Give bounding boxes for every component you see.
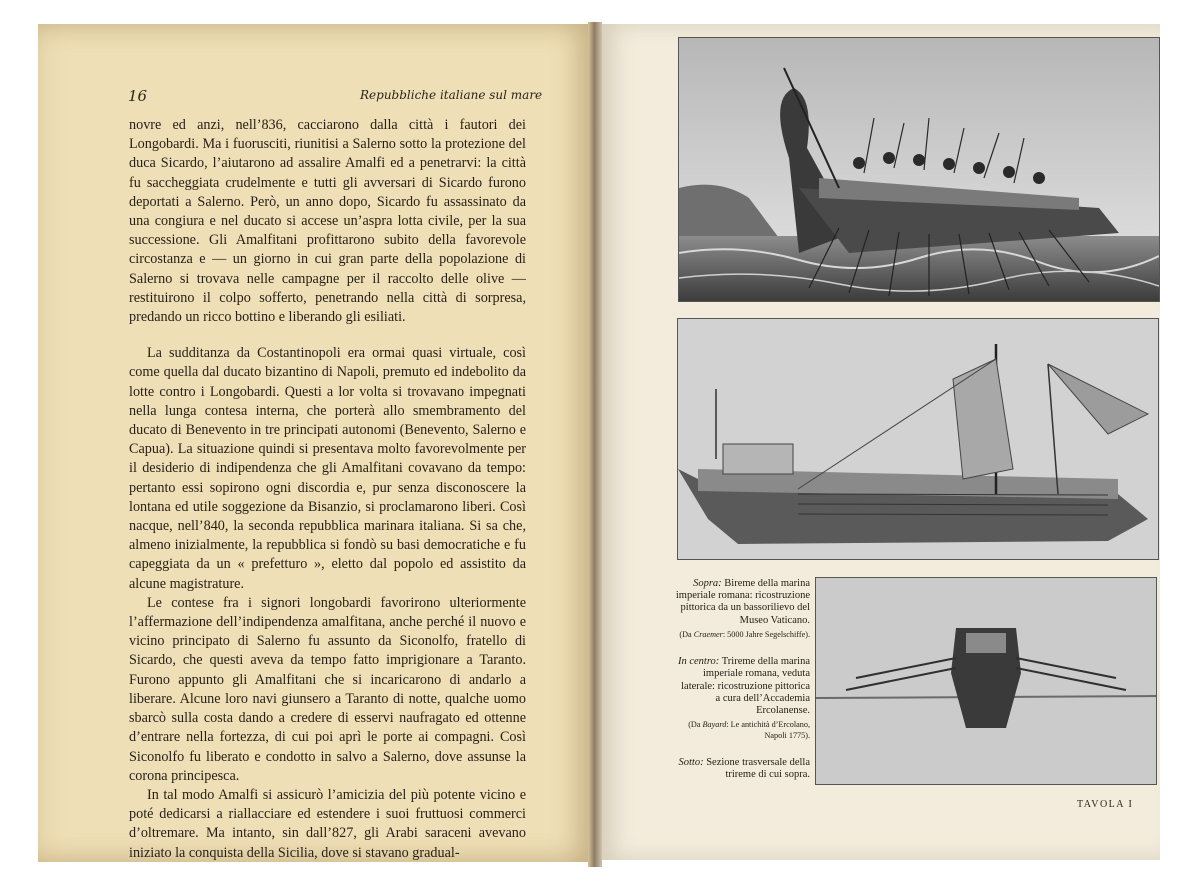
body-text (129, 116, 526, 863)
caption-source-prefix: (Da (688, 720, 701, 730)
plate-label: TAVOLA I (1077, 799, 1134, 810)
caption-source-rest: : Le antichità d’Ercolano, Napoli 1775). (726, 720, 810, 740)
caption-source-author: Bayard (702, 720, 727, 730)
caption-label: In centro: (677, 656, 720, 668)
caption-source-rest: : 5000 Jahre Segelschiffe). (722, 629, 810, 639)
caption-source-prefix: (Da (679, 629, 692, 639)
caption-text: Bireme della marina imperiale romana: ricostruzione pittorica da un bassorilievo del Museo Vaticano. (675, 578, 810, 626)
caption-middle (674, 656, 810, 741)
trireme-cross-section-illustration (815, 577, 1157, 785)
plate-captions (674, 578, 810, 797)
caption-label: Sopra: (693, 578, 722, 589)
bireme-illustration (678, 37, 1160, 302)
page-number: 16 (128, 87, 148, 105)
paragraph-2: La sudditanza da Costantinopoli era ormai quasi virtuale, così come quella dal ducato bizantino di Napoli, premuto ed indebolito da lotte contro i Longobardi. Questi a lor volta si trovavano impegnati nella lunga contesa interna, che porterà allo smembramento del ducato di Benevento in tre principati autonomi (Benevento, Salerno e Capua). La situazione quindi si presentava molto favorevolmente per il desiderio di indipendenza che gli Amalfitani covavano da tempo: pertanto essi sopirono ogni discordia e, pur senza disconoscere la lontana ed utile soggezione da Bisanzio, si proclamarono liberi. Così nacque, nell’840, la seconda repubblica marinara italiana. Si sa che, almeno inizialmente, la repubblica si fondò su basi democratiche e fu capeggiata da un « prefetturo », eletto dal popolo ed assistito da alcune magistrature. (129, 345, 526, 592)
caption-label: Sotto: (678, 757, 704, 769)
caption-text: Sezione trasversale della trireme di cui sopra. (706, 757, 810, 781)
caption-text: Trireme della marina imperiale romana, veduta laterale: ricostruzione pittorica a cura dell’Accademia Ercolanense. (681, 656, 810, 717)
book-gutter (588, 22, 602, 867)
running-head: Repubbliche italiane sul mare (360, 88, 543, 102)
caption-source-author: Craemer (693, 629, 723, 639)
paragraph-3: Le contese fra i signori longobardi favorirono ulteriormente l’affermazione dell’indipendenza amalfitana, anche perché il nuovo e vicino principato di Salerno fu assunto da Siconolfo, fratello di Sicardo, che questi aveva da tempo fatto imprigionare a Taranto. Furono appunto gli Amalfitani che si incaricarono di andarlo a liberare. Alcune loro navi giunsero a Taranto di notte, qualche uomo sbarcò sulla costa dando a credere di esservi naufragato ed ottenne d’entrare nella fortezza, di cui poi aprì le porte ai compagni. Così Siconolfo fu liberato e condotto in salvo a Salerno, dove assunse la corona principesca. (129, 594, 526, 784)
trireme-side-illustration (677, 318, 1159, 560)
caption-bottom (674, 757, 810, 781)
paragraph-1: novre ed anzi, nell’836, cacciarono dalla città i fautori dei Longobardi. Ma i fuorusciti, riunitisi a Salerno sotto la protezione del duca Sicardo, l’aiutarono ad assalire Amalfi ed a penetrarvi: la città fu saccheggiata crudelmente e tutti gli avversari di Sicardo furono deportati a Salerno. Però, un anno dopo, Sicardo fu assassinato da una congiura e nel ducato si accese un’aspra lotta civile, per la sua successione. Gli Amalfitani profittarono subito della favorevole circostanza e — un giorno in cui gran parte della popolazione di Salerno si trovava nelle campagne per il raccolto delle olive — restituirono il colpo sofferto, penetrando nella città di sorpresa, predando un ricco bottino e liberando gli esiliati. (129, 117, 526, 326)
paragraph-4: In tal modo Amalfi si assicurò l’amicizia del più potente vicino e poté dedicarsi a riallacciare ed estendere i suoi fruttuosi commerci d’oltremare. Ma intanto, sin dall’827, gli Arabi saraceni avevano iniziato la conquista della Sicilia, dove si stavano gradual- (129, 786, 526, 861)
caption-top (674, 578, 810, 640)
